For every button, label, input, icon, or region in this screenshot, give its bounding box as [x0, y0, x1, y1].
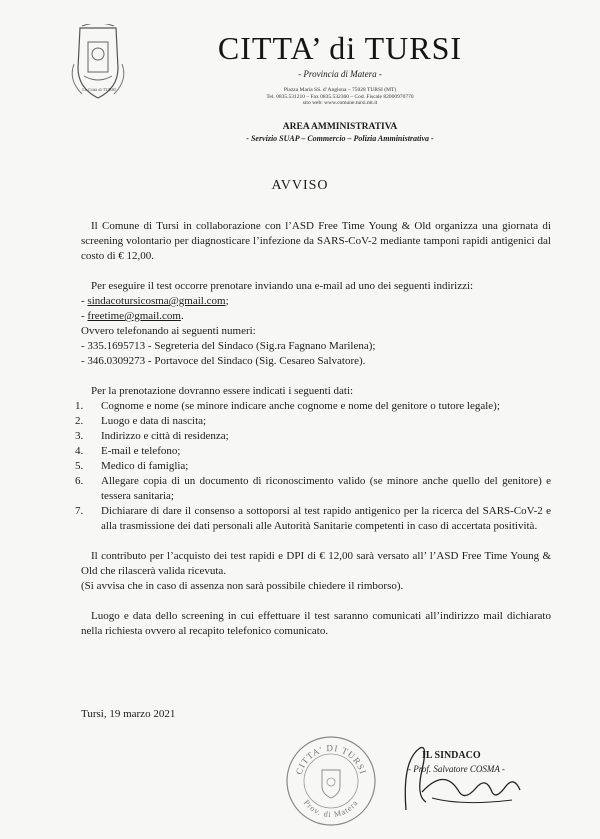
stamp-bottom-text: Prov. di Matera: [301, 798, 361, 820]
list-item: 3. Indirizzo e città di residenza;: [75, 430, 229, 442]
city-title: CITTA’ di TURSI: [217, 30, 463, 66]
signatory-role: IL SINDACO: [422, 750, 481, 761]
data-intro: Per la prenotazione dovranno essere indicati i seguenti dati:: [91, 385, 354, 397]
notice-body: [75, 219, 551, 639]
email-line-1: - sindacotursicosma@gmail.com;: [81, 295, 229, 307]
notice-title: AVVISO: [271, 178, 329, 193]
list-item: 1. Cognome e nome (se minore indicare anche cognome e nome del genitore o tutore legale);: [75, 400, 500, 412]
phone-line-2: - 346.0309273 - Portavoce del Sindaco (Sig. Cesareo Salvatore).: [81, 355, 366, 367]
fee-paragraph: Il contributo per l’acquisto dei test rapidi e DPI di € 12,00 sarà versato all’ l’ASD Free Time Young & Old che rilascerà valida ricevuta.: [81, 550, 551, 577]
province-line: - Provincia di Matera -: [298, 69, 382, 79]
required-data-list: [75, 399, 551, 534]
contacts-line: Tel. 0835.531210 – Fax 0835.532360 – Cod. Fiscale 82000970770: [266, 93, 414, 100]
list-item: 6. Allegare copia di un documento di riconoscimento valido (se minore anche quello del genitore) e tessera sanitaria;: [75, 475, 551, 502]
address-line: Piazza Maria SS. d’Anglona – 75028 TURSI (MT): [283, 87, 397, 93]
list-item: 2. Luogo e data di nascita;: [75, 415, 207, 427]
phone-line-1: - 335.1695713 - Segreteria del Sindaco (Sig.ra Fagnano Marilena);: [81, 340, 376, 352]
email-link-2[interactable]: freetime@gmail.com: [87, 310, 181, 322]
svg-text:CITTA' DI TURSI: [294, 743, 368, 776]
email-line-2: - freetime@gmail.com.: [81, 310, 184, 322]
signatory-name: - Prof. Salvatore COSMA -: [408, 764, 505, 774]
service-heading: - Servizio SUAP – Commercio – Polizia Amministrativa -: [246, 134, 434, 143]
city-crest-icon: [66, 24, 130, 104]
email-link-1[interactable]: sindacotursicosma@gmail.com: [87, 295, 226, 307]
official-stamp-icon: [284, 734, 378, 828]
list-item: 5. Medico di famiglia;: [75, 460, 189, 472]
address-block: [150, 87, 530, 107]
refund-note: (Si avvisa che in caso di assenza non sarà possibile chiedere il rimborso).: [81, 580, 404, 592]
svg-text:Prov. di Matera: [302, 798, 360, 819]
closing-paragraph: Luogo e data dello screening in cui effettuare il test saranno comunicati all’indirizzo mail dichiarato nella richiesta ovvero al recapito telefonico comunicato.: [81, 610, 551, 637]
list-item: 7. Dichiarare di dare il consenso a sottoporsi al test rapido antigenico per la ricerca del SARS-CoV-2 e alla trasmissione dei dati personali alle Autorità Sanitarie competenti in caso di accertata positività.: [75, 505, 551, 532]
crest-caption: Lo Città di TURSI: [82, 87, 116, 92]
handwritten-signature-icon: [392, 740, 542, 820]
dateline: Tursi, 19 marzo 2021: [81, 708, 176, 720]
booking-intro: Per eseguire il test occorre prenotare inviando una e-mail ad uno dei seguenti indirizzi:: [91, 280, 474, 292]
stamp-top-text: CITTA' DI TURSI: [293, 742, 369, 776]
list-item: 4. E-mail e telefono;: [75, 445, 181, 457]
phone-intro: Ovvero telefonando ai seguenti numeri:: [81, 325, 256, 337]
area-heading: AREA AMMINISTRATIVA: [282, 122, 398, 132]
intro-paragraph: Il Comune di Tursi in collaborazione con l’ASD Free Time Young & Old organizza una giornata di screening volontario per diagnosticare l’infezione da SARS-CoV-2 mediante tamponi rapidi antigenici dal costo di € 12,00.: [81, 220, 551, 262]
website-line: sito web: www.comune.tursi.mt.it: [302, 100, 378, 106]
